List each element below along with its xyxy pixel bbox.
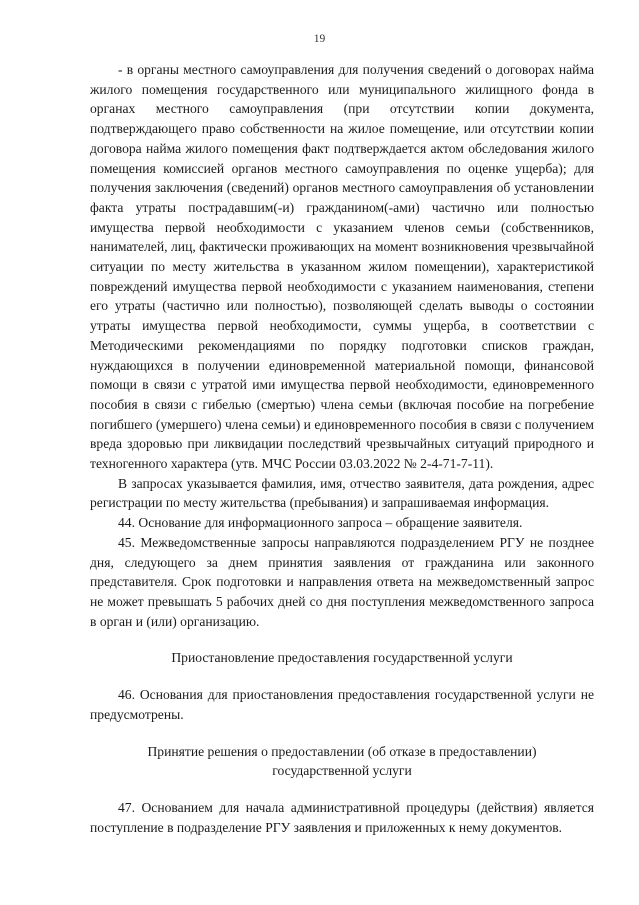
paragraph-request-contents: В запросах указывается фамилия, имя, отчество заявителя, дата рождения, адрес регистрации по месту жительства (пребывания) и запрашиваемая информация. — [90, 475, 594, 511]
paragraph-45: 45. Межведомственные запросы направляются подразделением РГУ не позднее дня, следующего за днем принятия заявления от гражданина или законного представителя. Срок подготовки и направления ответа на межведомственный запрос не может превышать 5 рабочих дней со дня поступления межведомственного запроса в орган и (или) организацию. — [90, 534, 594, 629]
document-body — [90, 60, 594, 837]
section-heading-suspension: Приостановление предоставления государственной услуги — [171, 650, 513, 666]
paragraph-44: 44. Основание для информационного запроса – обращение заявителя. — [118, 515, 523, 531]
paragraph-47: 47. Основанием для начала административной процедуры (действия) является поступление в подразделение РГУ заявления и приложенных к нему документов. — [90, 799, 594, 835]
paragraph-local-authorities-request: - в органы местного самоуправления для получения сведений о договорах найма жилого помещения государственного или муниципального жилищного фонда в органах местного самоуправления (при отсутствии копии документа, подтверждающего право собственности на жилое помещение, или отсутствии копии договора найма жилого помещения факт подтверждается актом обследования жилого помещения комиссией органов местного самоуправления по оценке ущерба); для получения заключения (сведений) органов местного самоуправления об установлении факта утраты пострадавшим(-и) гражданином(-ами) частично или полностью имущества первой необходимости с указанием членов семьи (собственников, нанимателей, лиц, фактически проживающих на момент возникновения чрезвычайной ситуации по месту жительства в указанном жилом помещении), характеристикой повреждений имущества первой необходимости с указанием наименования, степени его утраты (частично или полностью), позволяющей сделать выводы о состоянии утраты имущества первой необходимости, суммы ущерба, в соответствии с Методическими рекомендациями по порядку подготовки списков граждан, нуждающихся в получении единовременной материальной помощи, финансовой помощи в связи с утратой ими имущества первой необходимости, единовременного пособия в связи с гибелью (смертью) члена семьи (включая пособие на погребение погибшего (умершего) члена семьи) и единовременного пособия в связи с получением вреда здоровью при ликвидации последствий чрезвычайных ситуаций природного и техногенного характера (утв. МЧС России 03.03.2022 № 2-4-71-7-11). — [90, 62, 594, 472]
section-heading-decision-line1: Принятие решения о предоставлении (об отказе в предоставлении) — [147, 743, 537, 759]
section-heading-decision-line2: государственной услуги — [272, 763, 412, 779]
paragraph-46: 46. Основания для приостановления предоставления государственной услуги не предусмотрены. — [90, 687, 594, 722]
page-number: 19 — [313, 33, 326, 45]
